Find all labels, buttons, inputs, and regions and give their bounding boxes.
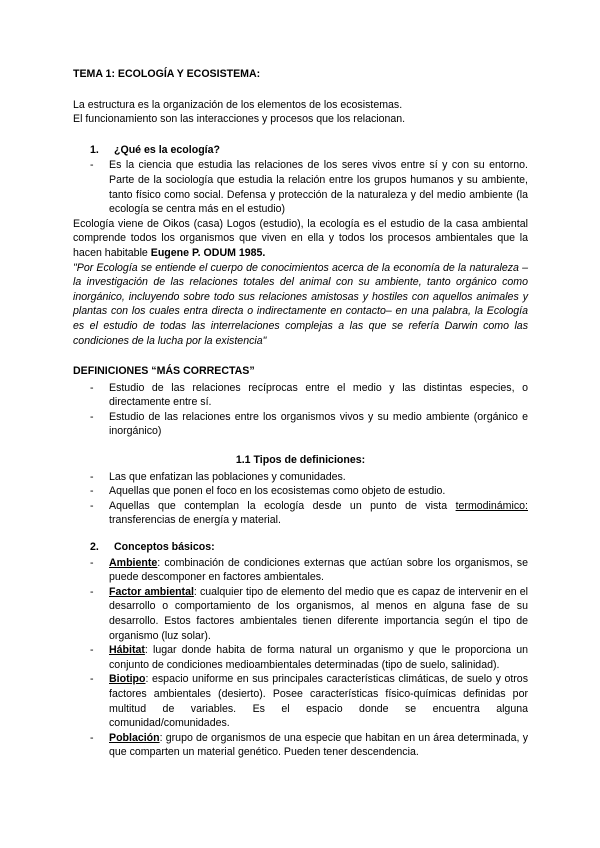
etymology-paragraph xyxy=(73,217,528,261)
list-item xyxy=(73,381,528,410)
dash-bullet: - xyxy=(90,381,94,394)
list-item xyxy=(73,470,528,485)
section-number: 1. xyxy=(90,143,99,156)
intro xyxy=(73,98,528,127)
concept-item xyxy=(73,731,528,760)
concept-definition: : grupo de organismos de una especie que habitan en un área determinada, y que comparten un material genético. Pueden tener descendencia. xyxy=(109,731,528,759)
concept-term: Población xyxy=(109,731,160,744)
section-title: ¿Qué es la ecología? xyxy=(114,143,220,156)
dash-bullet: - xyxy=(90,485,94,498)
concept-term: Ambiente xyxy=(109,556,158,569)
dash-bullet: - xyxy=(90,499,94,512)
list-item-text-part: transferencias de energía y material. xyxy=(109,514,281,527)
section-title: Conceptos básicos: xyxy=(114,541,215,554)
paragraph-text: Ecología viene de Oikos (casa) Logos (estudio), la ecología es el estudio de la casa ambiental comprende todos los organismos que viven en ella y todos los procesos ambientales que la hacen habitable xyxy=(73,217,528,259)
list-item-text-part: Aquellas que contemplan la ecología desde un punto de vista xyxy=(109,499,456,512)
dash-bullet: - xyxy=(90,556,94,569)
concept-item xyxy=(73,585,528,643)
intro-line: El funcionamiento son las interacciones y procesos que los relacionan. xyxy=(73,113,406,126)
list-item xyxy=(73,499,528,528)
dash-bullet: - xyxy=(90,585,94,598)
list-item xyxy=(73,484,528,499)
dash-bullet: - xyxy=(90,673,94,686)
author-citation: Eugene P. ODUM 1985. xyxy=(150,246,266,259)
dash-bullet: - xyxy=(90,644,94,657)
list-item-text: Estudio de las relaciones entre los organismos vivos y su medio ambiente (orgánico e inorgánico) xyxy=(109,410,528,438)
concept-term: Biotipo xyxy=(109,673,146,686)
concept-term: Hábitat xyxy=(109,644,145,657)
dash-bullet: - xyxy=(90,410,94,423)
concept-definition: : lugar donde habita de forma natural un organismo y que le proporciona un conjunto de condiciones medioambientales determinadas (tipo de suelo, salinidad). xyxy=(109,644,528,671)
list-item xyxy=(73,410,528,439)
concept-term: Factor ambiental xyxy=(109,585,194,598)
section-heading-2 xyxy=(90,540,528,555)
concept-item xyxy=(73,672,528,730)
dash-bullet: - xyxy=(90,470,94,483)
definitions-heading: DEFINICIONES “MÁS CORRECTAS” xyxy=(73,365,255,378)
list-item-text: Es la ciencia que estudia las relaciones de los seres vivos entre sí y con su entorno. Parte de la sociología que estudia la relación entre los grupos humanos y su ambiente, tanto físico como social. Defensa y protección de la naturaleza y del medio ambiente (la ecología se centra más en el estudio) xyxy=(109,159,528,216)
intro-line: La estructura es la organización de los elementos de los ecosistemas. xyxy=(73,98,403,111)
dash-bullet: - xyxy=(90,159,94,172)
list-item-text: Las que enfatizan las poblaciones y comunidades. xyxy=(109,470,346,483)
quote-paragraph: "Por Ecología se entiende el cuerpo de conocimientos acerca de la economía de la naturaleza –la investigación de las relaciones totales del animal con su ambiente, tanto orgánico como inorgánico, incluyendo sobre todo sus relaciones amistosas y hostiles con aquellos animales y plantas con los cuales entra directa o indirectamente en contacto– en una palabra, la Ecología es el estudio de todas las interrelaciones complejas a las que se refería Darwin como las condiciones de la lucha por la existencia" xyxy=(73,261,528,347)
concept-definition: : espacio uniforme en sus principales características climáticas, de suelo y otros factores ambientales (desierto). Posee características físico-químicas definidas por multitud de variables. Es el espacio donde se encuentra alguna comunidad/comunidades. xyxy=(109,673,528,730)
concept-definition: : cualquier tipo de elemento del medio que es capaz de intervenir en el desarrollo o comportamiento de los organismos, al menos en alguna fase de su desarrollo. Estos factores ambientales tienen diferente importancia según el tipo de organismo (luz solar). xyxy=(109,585,528,642)
list-item xyxy=(73,158,528,216)
concept-item xyxy=(73,556,528,585)
types-heading: 1.1 Tipos de definiciones: xyxy=(235,454,366,467)
list-item-text: Aquellas que ponen el foco en los ecosistemas como objeto de estudio. xyxy=(109,485,446,498)
section-number: 2. xyxy=(90,541,99,554)
underlined-term: termodinámico: xyxy=(455,499,528,512)
concept-definition: : combinación de condiciones externas que actúan sobre los organismos, se puede descomponer en factores ambientales. xyxy=(109,556,528,584)
document-title: TEMA 1: ECOLOGÍA Y ECOSISTEMA: xyxy=(73,68,261,80)
section-heading-1 xyxy=(90,143,528,158)
list-item-text: Estudio de las relaciones recíprocas entre el medio y las distintas especies, o directamente entre sí. xyxy=(109,381,528,409)
dash-bullet: - xyxy=(90,731,94,744)
concept-item xyxy=(73,643,528,672)
document-page xyxy=(73,67,528,760)
list-item-text xyxy=(109,499,528,528)
